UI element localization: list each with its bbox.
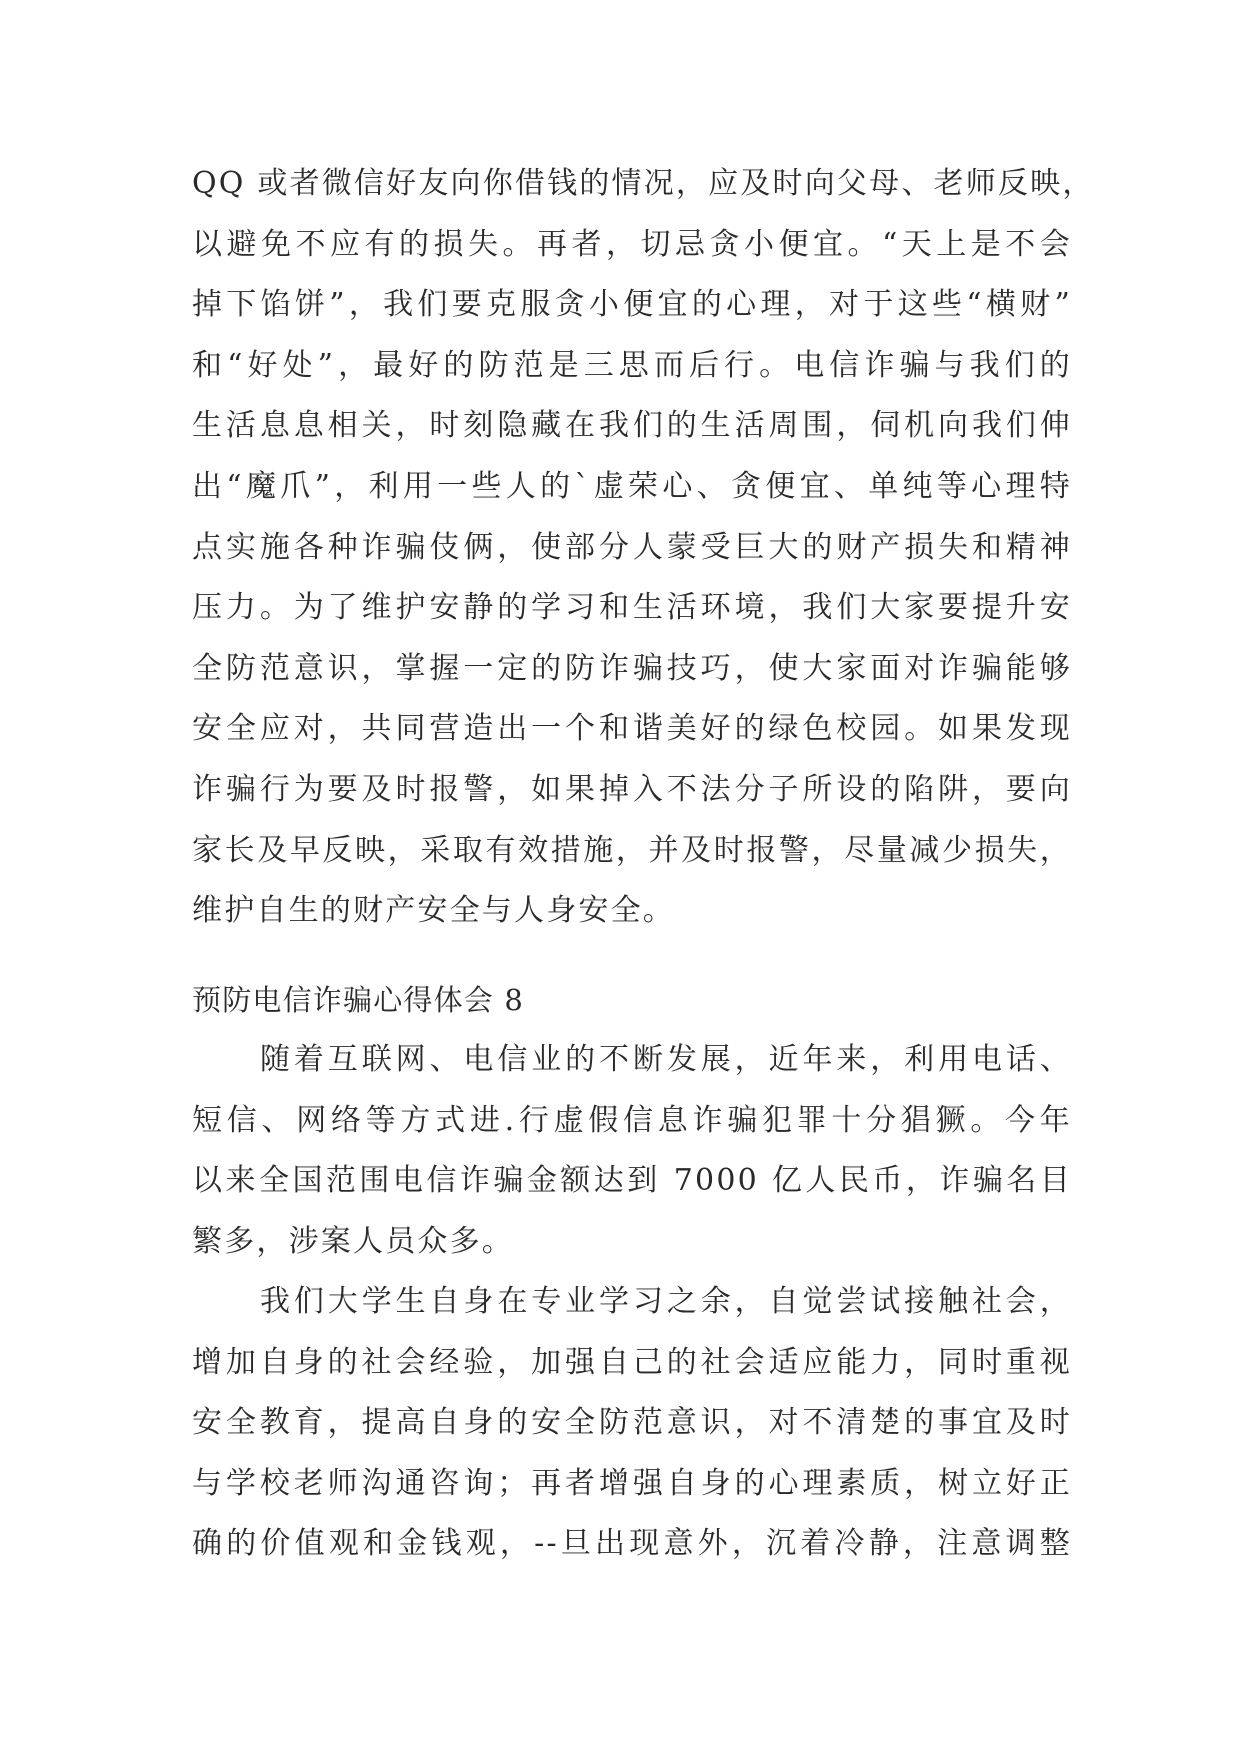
text-line: 以来全国范围电信诈骗金额达到 7000 亿人民币，诈骗名目 bbox=[192, 1163, 1072, 1199]
text-line: 掉下馅饼”，我们要克服贪小便宜的心理，对于这些“横财” bbox=[192, 287, 1072, 323]
text-line: 我们大学生自身在专业学习之余，自觉尝试接触社会， bbox=[260, 1284, 1072, 1319]
text-line: 繁多，涉案人员众多。 bbox=[192, 1223, 514, 1259]
text-line: 随着互联网、电信业的不断发展，近年来，利用电话、 bbox=[260, 1042, 1072, 1077]
text-line: 与学校老师沟通咨询；再者增强自身的心理素质，树立好正 bbox=[192, 1465, 1072, 1501]
text-line: 安全应对，共同营造出一个和谐美好的绿色校园。如果发现 bbox=[192, 711, 1072, 747]
text-line: 全防范意识，掌握一定的防诈骗技巧，使大家面对诈骗能够 bbox=[192, 650, 1072, 686]
text-line: 家长及早反映，采取有效措施，并及时报警，尽量减少损失， bbox=[192, 832, 1072, 868]
text-line: QQ 或者微信好友向你借钱的情况，应及时向父母、老师反映， bbox=[192, 166, 1095, 201]
text-line: 维护自生的财产安全与人身安全。 bbox=[192, 893, 675, 929]
paragraph-students bbox=[192, 1272, 1072, 1575]
text-line: 以避免不应有的损失。再者，切忌贪小便宜。“天上是不会 bbox=[192, 226, 1072, 262]
text-line: 确的价值观和金钱观，--旦出现意外，沉着冷静，注意调整 bbox=[192, 1526, 1072, 1562]
section-title: 预防电信诈骗心得体会 8 bbox=[192, 983, 525, 1017]
text-line: 点实施各种诈骗伎俩，使部分人蒙受巨大的财产损失和精神 bbox=[192, 529, 1072, 565]
text-line: 和“好处”，最好的防范是三思而后行。电信诈骗与我们的 bbox=[192, 347, 1072, 383]
text-line: 出“魔爪”，利用一些人的`虚荣心、贪便宜、单纯等心理特 bbox=[192, 468, 1072, 504]
paragraph-intro bbox=[192, 1030, 1072, 1272]
text-line: 压力。为了维护安静的学习和生活环境，我们大家要提升安 bbox=[192, 590, 1072, 626]
paragraph-continuation bbox=[192, 154, 1095, 942]
text-line: 诈骗行为要及时报警，如果掉入不法分子所设的陷阱，要向 bbox=[192, 771, 1072, 807]
text-line: 生活息息相关，时刻隐藏在我们的生活周围，伺机向我们伸 bbox=[192, 408, 1072, 444]
text-line: 安全教育，提高自身的安全防范意识，对不清楚的事宜及时 bbox=[192, 1405, 1072, 1441]
text-line: 短信、网络等方式进.行虚假信息诈骗犯罪十分猖獗。今年 bbox=[192, 1102, 1072, 1138]
text-line: 增加自身的社会经验，加强自己的社会适应能力，同时重视 bbox=[192, 1344, 1072, 1380]
